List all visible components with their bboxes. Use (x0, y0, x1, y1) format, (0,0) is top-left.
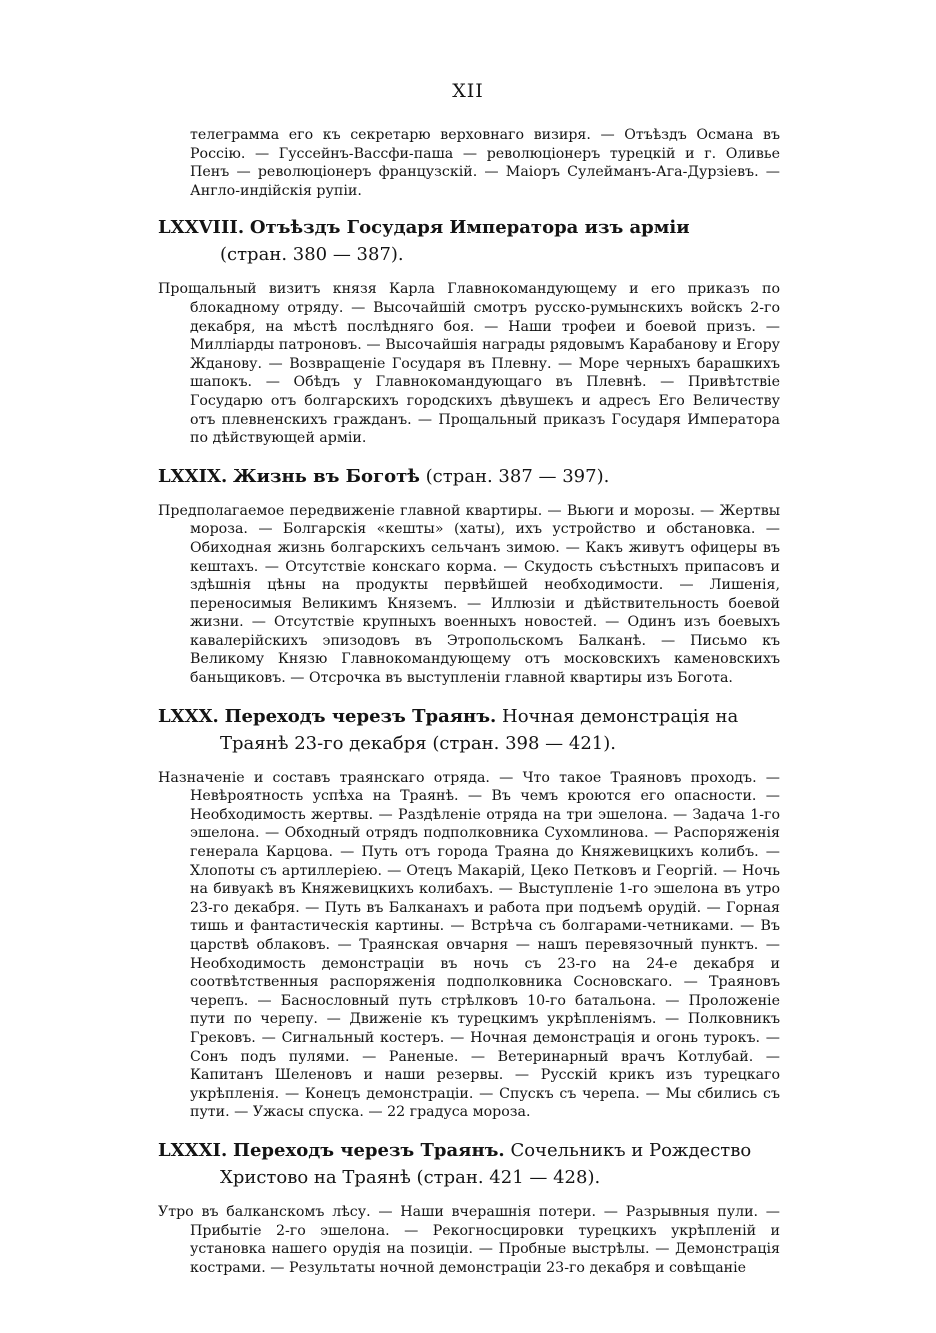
chapter-heading (158, 463, 780, 490)
chapter-title: Переходъ черезъ Траянъ. (232, 1139, 505, 1161)
chapter-summary: Назначеніе и составъ траянскаго отряда. — Что такое Траяновъ проходъ. — Невѣроятность успѣха на Траянѣ. — Въ чемъ кроются его опасности. — Необходимость жертвы. — Раздѣленіе отряда на три эшелона. — Задача 1-го эшелона. — Обходный отрядъ подполковника Сухомлинова. — Распоряженія генерала Карцова. — Путь отъ города Траяна до Княжевицкихъ колибъ. — Хлопоты съ артиллеріею. — Отецъ Макарій, Цеко Петковъ и Георгій. — Ночь на бивуакѣ въ Княжевицкихъ колибахъ. — Выступленіе 1-го эшелона въ утро 23-го декабря. — Путь въ Балканахъ и работа при подъемѣ орудій. — Горная тишь и фантастическія картины. — Встрѣча съ болгарами-четниками. — Въ царствѣ облаковъ. — Траянская овчарня — нашъ перевязочный пунктъ. — Необходимость демонстраціи въ ночь съ 23-го на 24-е декабря и соотвѣтственныя распоряженія подполковника Сосновскаго. — Траяновъ черепъ. — Баснословный путь стрѣлковъ 10-го батальона. — Проложеніе пути по черепу. — Движеніе къ турецкимъ укрѣпленіямъ. — Полковникъ Грековъ. — Сигнальный костеръ. — Ночная демонстрація и огонь турокъ. — Сонъ подъ пулями. — Раненые. — Ветеринарный врачъ Котлубай. — Капитанъ Шеленовъ и наши резервы. — Русскій крикъ изъ турецкаго укрѣпленія. — Конецъ демонстраціи. — Спускъ съ черепа. — Мы сбились съ пути. — Ужасы спуска. — 22 градуса мороза. (158, 769, 780, 1121)
continued-summary: телеграмма его къ секретарю верховнаго визиря. — Отъѣздъ Османа въ Россію. — Гуссейнъ-Вассфи-паша — революціонеръ турецкій и г. Оливье Пенъ — революціонеръ французскій. — Маіоръ Сулейманъ-Ага-Дурзіевъ. — Англо-индійскія рупіи. (190, 127, 780, 199)
chapter-heading (158, 703, 780, 757)
chapter-number: LXXXI. (158, 1139, 228, 1161)
chapter-subtitle: Ночная демонстрація на Траянѣ 23-го декабря (стран. 398 — 421). (220, 705, 739, 754)
chapter-summary: Предполагаемое передвиженіе главной квартиры. — Вьюги и морозы. — Жертвы мороза. — Болгарскія «кешты» (хаты), ихъ устройство и обстановка. — Обиходная жизнь болгарскихъ сельчанъ зимою. — Какъ живутъ офицеры въ кештахъ. — Отсутствіе конскаго корма. — Скудость съѣстныхъ припасовъ и здѣшнія цѣны на продукты первѣйшей необходимости. — Лишенія, переносимыя Великимъ Княземъ. — Иллюзіи и дѣйствительность боевой жизни. — Отсутствіе крупныхъ военныхъ новостей. — Одинъ изъ боевыхъ кавалерійскихъ эпизодовъ въ Этропольскомъ Балканѣ. — Письмо къ Великому Князю Главнокомандующему отъ московскихъ каменовскихъ баньщиковъ. — Отсрочка въ выступленіи главной квартиры изъ Богота. (158, 502, 780, 687)
chapter-summary: Прощальный визитъ князя Карла Главнокомандующему и его приказъ по блокадному отряду. — Высочайшій смотръ русско-румынскихъ войскъ 2-го декабря, на мѣстѣ послѣдняго боя. — Наши трофеи и боевой призъ. — Милліарды патроновъ. — Высочайшія награды рядовымъ Карабанову и Егору Жданову. — Возвращеніе Государя въ Плевну. — Море черныхъ барашкихъ шапокъ. — Обѣдъ у Главнокомандующаго въ Плевнѣ. — Привѣтствіе Государю отъ болгарскихъ городскихъ дѣвушекъ и адресъ Его Величеству отъ плевненскихъ гражданъ. — Прощальный приказъ Государя Императора по дѣйствующей арміи. (158, 281, 780, 447)
chapter-heading (158, 1137, 780, 1191)
chapter-entry-81 (158, 1137, 780, 1277)
chapter-entry-80 (158, 703, 780, 1122)
chapter-number: LXXVIII. (158, 217, 245, 239)
chapter-entry-78 (158, 214, 780, 447)
chapter-pages: (стран. 387 — 397). (425, 465, 610, 487)
chapter-title: Отъѣздъ Государя Императора изъ арміи (249, 217, 690, 239)
chapter-summary: Утро въ балканскомъ лѣсу. — Наши вчерашнія потери. — Разрывныя пули. — Прибытіе 2-го эшелона. — Рекогносцировки турецкихъ укрѣпленій и установка нашего орудія на позиціи. — Пробные выстрѣлы. — Демонстрація кострами. — Результаты ночной демонстраціи 23-го декабря и совѣщаніе (158, 1203, 780, 1276)
chapter-subtitle: Сочельникъ и Рождество Христово на Траянѣ (стран. 421 — 428). (220, 1139, 752, 1188)
chapter-pages: (стран. 380 — 387). (220, 244, 404, 266)
chapter-entry-79 (158, 463, 780, 688)
chapter-title: Переходъ черезъ Траянъ. (224, 705, 497, 727)
chapter-number: LXXX. (158, 705, 219, 727)
chapter-heading (158, 214, 780, 268)
chapter-number: LXXIX. (158, 465, 228, 487)
table-of-contents (158, 126, 780, 1292)
page-number: XII (452, 80, 484, 102)
chapter-title: Жизнь въ Боготѣ (232, 465, 420, 487)
